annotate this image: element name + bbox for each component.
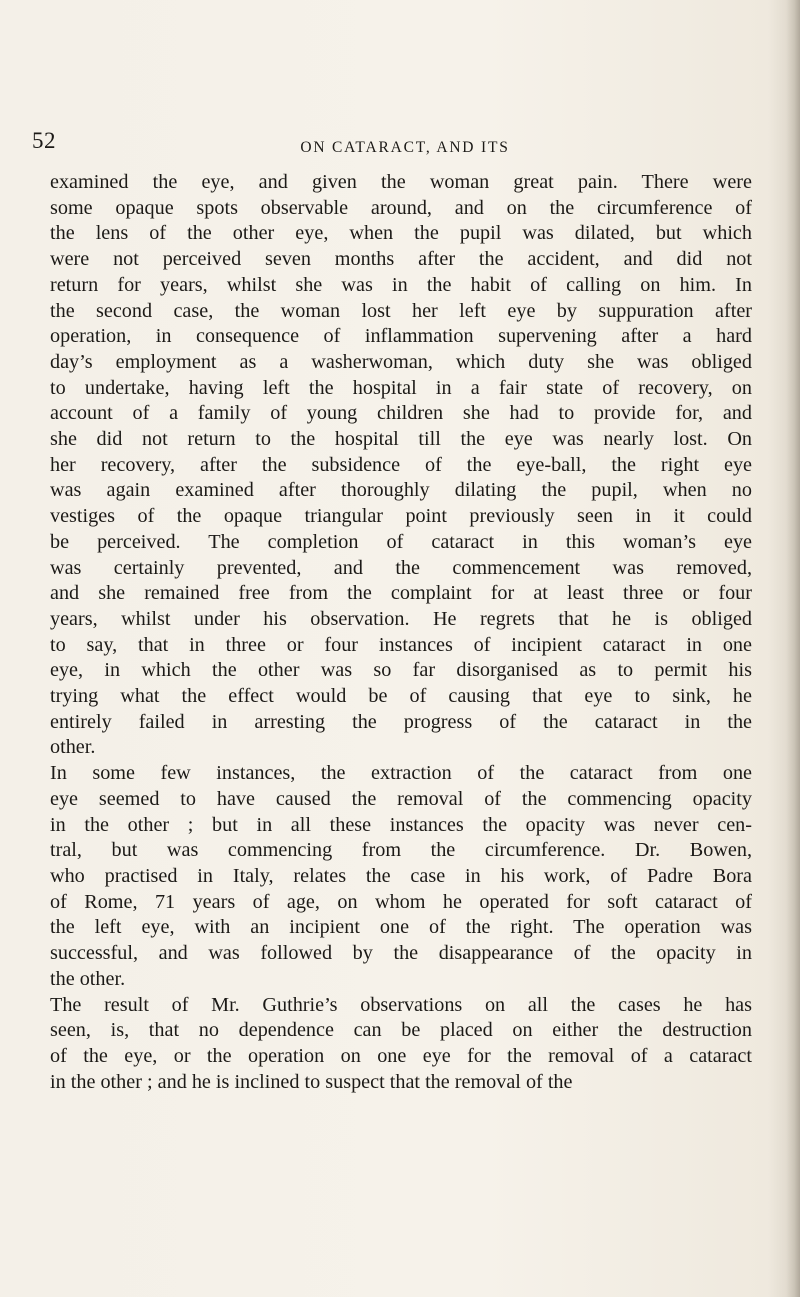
text-line: of the eye, or the operation on one eye for the removal of a cataract	[50, 1044, 752, 1067]
text-line: and she remained free from the complaint for at least three or four	[50, 582, 752, 605]
text-line: operation, in consequence of inflammation supervening after a hard	[50, 325, 752, 348]
text-line: eye seemed to have caused the removal of the commencing opacity	[50, 787, 752, 810]
body-text	[50, 170, 752, 1095]
text-line: be perceived. The completion of cataract in this woman’s eye	[50, 530, 752, 553]
text-line: of Rome, 71 years of age, on whom he operated for soft cataract of	[50, 890, 752, 913]
text-line: the left eye, with an incipient one of the right. The operation was	[50, 916, 752, 939]
text-line: who practised in Italy, relates the case in his work, of Padre Bora	[50, 864, 752, 887]
text-line: successful, and was followed by the disappearance of the opacity in	[50, 942, 752, 965]
page-number: 52	[32, 128, 56, 153]
text-line: in the other ; but in all these instances the opacity was never cen-	[50, 813, 752, 836]
running-head: ON CATARACT, AND ITS	[300, 139, 510, 156]
text-line: The result of Mr. Guthrie’s observations on all the cases he has	[50, 993, 752, 1016]
paragraph	[50, 170, 752, 761]
text-line: she did not return to the hospital till the eye was nearly lost. On	[50, 428, 752, 451]
text-line: return for years, whilst she was in the habit of calling on him. In	[50, 273, 752, 296]
text-line: tral, but was commencing from the circumference. Dr. Bowen,	[50, 839, 752, 862]
text-line: the lens of the other eye, when the pupil was dilated, but which	[50, 222, 752, 245]
text-line: some opaque spots observable around, and on the circumference of	[50, 196, 752, 219]
text-line: her recovery, after the subsidence of the eye-ball, the right eye	[50, 453, 752, 476]
text-line: other.	[50, 736, 96, 759]
text-line: to say, that in three or four instances of incipient cataract in one	[50, 633, 752, 656]
text-line: trying what the effect would be of causing that eye to sink, he	[50, 685, 752, 708]
text-line: eye, in which the other was so far disorganised as to permit his	[50, 659, 752, 682]
text-line: the other.	[50, 967, 126, 990]
text-line: seen, is, that no dependence can be placed on either the destruction	[50, 1019, 752, 1042]
text-line: was certainly prevented, and the commencement was removed,	[50, 556, 752, 579]
text-line: were not perceived seven months after the accident, and did not	[50, 248, 752, 271]
text-line: account of a family of young children she had to provide for, and	[50, 402, 752, 425]
text-line: vestiges of the opaque triangular point previously seen in it could	[50, 505, 752, 528]
text-line: was again examined after thoroughly dilating the pupil, when no	[50, 479, 752, 502]
text-line: to undertake, having left the hospital in a fair state of recovery, on	[50, 376, 752, 399]
page-edge-shadow	[786, 0, 800, 1297]
text-line: In some few instances, the extraction of the cataract from one	[50, 762, 752, 785]
text-line: in the other ; and he is inclined to suspect that the removal of the	[50, 1070, 573, 1093]
text-line: entirely failed in arresting the progress of the cataract in the	[50, 710, 752, 733]
text-line: the second case, the woman lost her left eye by suppuration after	[50, 299, 752, 322]
text-line: years, whilst under his observation. He regrets that he is obliged	[50, 607, 752, 630]
text-line: examined the eye, and given the woman great pain. There were	[50, 171, 752, 193]
text-line: day’s employment as a washerwoman, which duty she was obliged	[50, 350, 752, 373]
paragraph	[50, 761, 752, 992]
paragraph	[50, 993, 752, 1096]
